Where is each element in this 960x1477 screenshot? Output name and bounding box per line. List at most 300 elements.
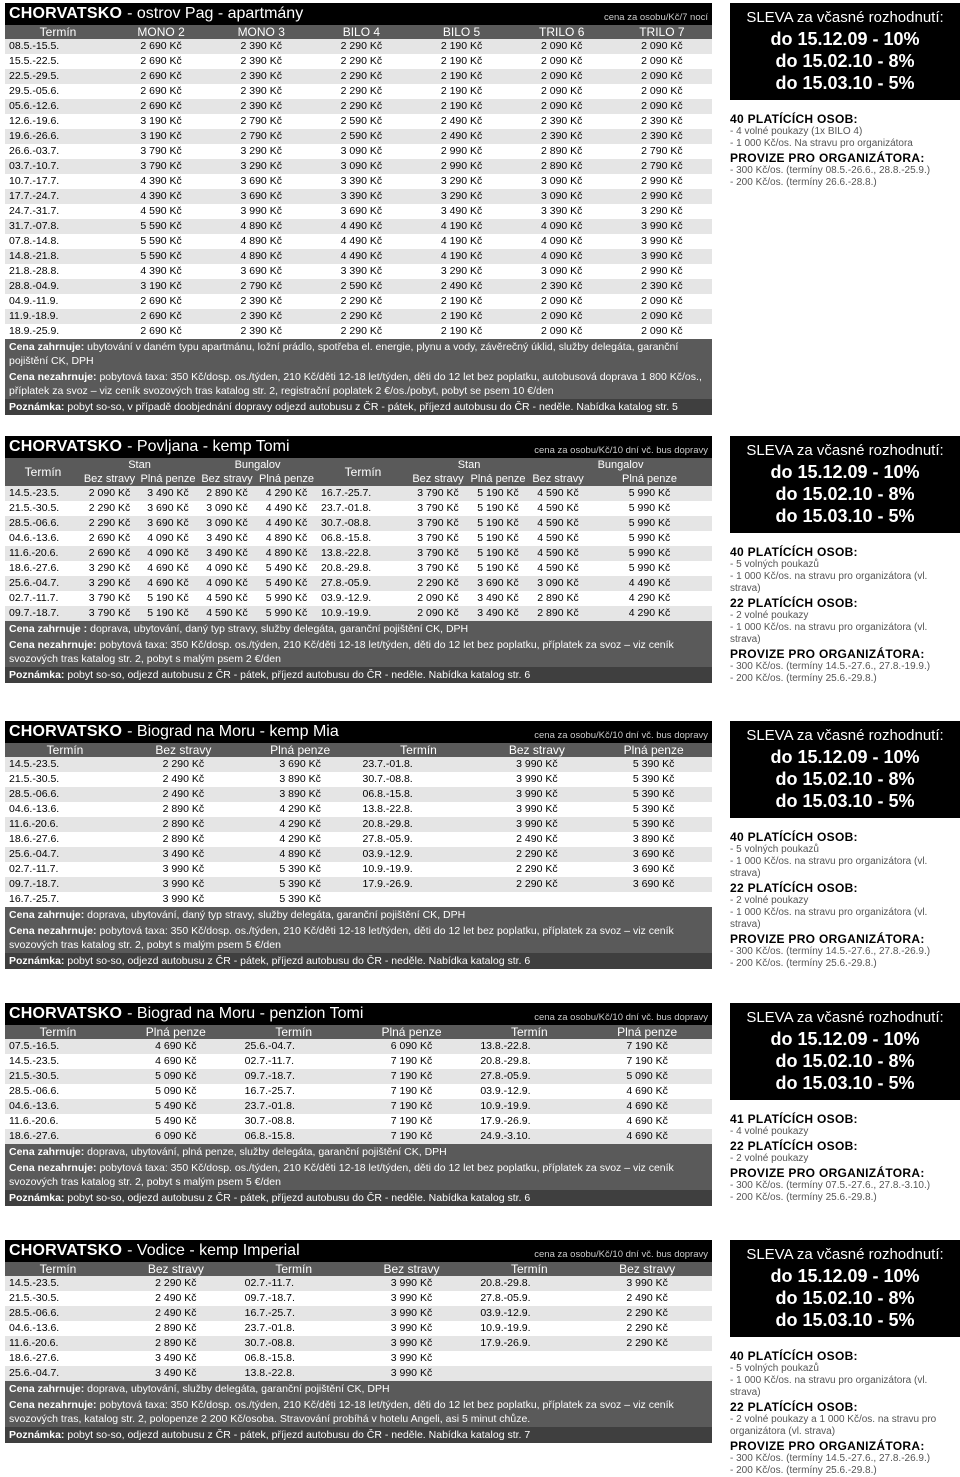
price-cell: 2 490 Kč [125, 787, 242, 802]
term-cell: 12.6.-19.6. [5, 114, 111, 129]
info-line [5, 637, 712, 667]
price-cell: 3 090 Kč [311, 144, 411, 159]
price-cell: 3 690 Kč [211, 174, 311, 189]
price-note: cena za osobu/Kč/10 dní vč. bus dopravy [534, 1249, 708, 1260]
price-cell: 4 490 Kč [587, 576, 712, 591]
term-cell: 24.9.-3.10. [476, 1129, 582, 1144]
discount-line: do 15.03.10 - 5% [775, 791, 915, 811]
discount-box [730, 3, 960, 100]
info-line [5, 1144, 712, 1160]
col-header: Plná penze [595, 743, 712, 757]
term-cell: 28.5.-06.6. [5, 787, 125, 802]
table-row [5, 174, 712, 189]
price-cell: 3 390 Kč [512, 204, 612, 219]
price-cell: 5 590 Kč [111, 219, 211, 234]
info-label: Cena zahrnuje: [9, 1146, 85, 1158]
section-subtitle: - Biograd na Moru - penzion Tomi [127, 1005, 364, 1022]
term-cell: 31.7.-07.8. [5, 219, 111, 234]
term-cell: 27.8.-05.9. [317, 576, 409, 591]
discount-line: do 15.03.10 - 5% [775, 506, 915, 526]
price-cell: 4 290 Kč [242, 832, 359, 847]
discount-box [730, 1003, 960, 1100]
price-cell [595, 892, 712, 907]
price-cell: 2 290 Kč [311, 54, 411, 69]
price-cell: 4 390 Kč [111, 174, 211, 189]
info-label: Cena nezahrnuje: [9, 371, 97, 383]
price-cell: 2 390 Kč [512, 114, 612, 129]
price-cell: 2 290 Kč [81, 516, 138, 531]
price-cell: 3 190 Kč [111, 279, 211, 294]
price-cell: 5 590 Kč [111, 234, 211, 249]
price-table [5, 1025, 712, 1144]
note-item: - 200 Kč/os. (termíny 25.6.-29.8.) [730, 1465, 877, 1476]
term-cell: 03.7.-10.7. [5, 159, 111, 174]
col-header: TRILO 7 [612, 25, 712, 39]
table-row [5, 1084, 712, 1099]
info-text: doprava, ubytování, daný typ stravy, služby delegáta, garanční pojištění CK, DPH [84, 909, 466, 921]
price-cell: 4 890 Kč [242, 847, 359, 862]
price-cell: 2 790 Kč [211, 114, 311, 129]
note-heading: PROVIZE PRO ORGANIZÁTORA: [730, 932, 925, 946]
price-cell: 3 090 Kč [198, 516, 256, 531]
price-cell: 2 790 Kč [612, 159, 712, 174]
term-cell: 10.9.-19.9. [476, 1099, 582, 1114]
section-title: CHORVATSKO [9, 723, 123, 740]
price-cell: 2 090 Kč [512, 324, 612, 339]
table-row [5, 591, 712, 606]
price-cell: 2 990 Kč [612, 189, 712, 204]
table-row [5, 1351, 712, 1366]
discount-heading: SLEVA za včasné rozhodnutí: [746, 442, 944, 459]
col-header: Termín [476, 1262, 582, 1276]
price-cell: 7 190 Kč [347, 1114, 477, 1129]
price-cell: 4 590 Kč [529, 546, 587, 561]
info-text: pobyt so-so, odjezd autobusu z ČR - pátek, příjezd autobusu do ČR - neděle. Nabídka katalog str. 6 [64, 955, 531, 967]
organizer-notes [730, 1349, 960, 1477]
price-cell: 4 490 Kč [311, 219, 411, 234]
note-heading: 40 PLATÍCÍCH OSOB: [730, 1349, 858, 1363]
term-cell: 09.7.-18.7. [5, 606, 81, 621]
col-header: Plná penze [138, 472, 198, 486]
price-cell: 3 990 Kč [479, 757, 596, 772]
table-row [5, 219, 712, 234]
price-cell: 5 090 Kč [111, 1084, 241, 1099]
price-cell: 2 090 Kč [612, 39, 712, 54]
table-row [5, 892, 712, 907]
price-cell: 4 890 Kč [211, 219, 311, 234]
price-cell: 3 690 Kč [138, 516, 198, 531]
price-cell [582, 1366, 712, 1381]
term-cell: 23.7.-01.8. [317, 501, 409, 516]
term-cell: 18.6.-27.6. [5, 1129, 111, 1144]
col-header: Termín [241, 1262, 347, 1276]
price-cell: 2 590 Kč [311, 279, 411, 294]
term-cell: 04.6.-13.6. [5, 1099, 111, 1114]
price-cell: 2 090 Kč [512, 54, 612, 69]
price-cell: 2 690 Kč [111, 39, 211, 54]
term-cell: 21.5.-30.5. [5, 501, 81, 516]
note-item: - 4 volné poukazy [730, 1126, 809, 1137]
info-line [5, 369, 712, 399]
table-row [5, 39, 712, 54]
price-cell: 3 790 Kč [409, 516, 467, 531]
price-cell: 3 290 Kč [81, 561, 138, 576]
info-label: Cena zahrnuje: [9, 909, 85, 921]
price-cell: 2 190 Kč [411, 294, 511, 309]
title-bar [5, 3, 712, 25]
price-cell: 4 690 Kč [582, 1114, 712, 1129]
term-cell [476, 1366, 582, 1381]
col-header: Termín [5, 25, 111, 39]
term-cell: 26.6.-03.7. [5, 144, 111, 159]
price-cell: 5 490 Kč [111, 1114, 241, 1129]
price-note: cena za osobu/Kč/7 nocí [603, 12, 708, 23]
term-cell: 30.7.-08.8. [241, 1114, 347, 1129]
price-cell: 4 590 Kč [529, 486, 587, 501]
price-cell: 3 990 Kč [211, 204, 311, 219]
term-cell: 13.8.-22.8. [359, 802, 479, 817]
info-label: Cena nezahrnuje: [9, 1162, 97, 1174]
table-row [5, 501, 712, 516]
table-row [5, 1099, 712, 1114]
price-cell: 3 490 Kč [198, 531, 256, 546]
price-cell: 3 990 Kč [479, 802, 596, 817]
term-cell: 02.7.-11.7. [5, 591, 81, 606]
section-biograd-mia [5, 721, 955, 973]
note-item: - 300 Kč/os. (termíny 08.5.-26.6., 28.8.-25.9.) [730, 165, 931, 176]
section-vodice [5, 1240, 955, 1476]
price-cell: 3 290 Kč [411, 174, 511, 189]
table-row [5, 546, 712, 561]
term-cell: 28.5.-06.6. [5, 516, 81, 531]
note-item: - 1 000 Kč/os. na stravu pro organizátora (vl. strava) [730, 1375, 928, 1398]
price-cell: 3 790 Kč [409, 531, 467, 546]
term-cell: 16.7.-25.7. [241, 1084, 347, 1099]
price-cell: 2 390 Kč [211, 39, 311, 54]
term-cell: 18.6.-27.6. [5, 832, 125, 847]
term-cell: 03.9.-12.9. [359, 847, 479, 862]
price-cell: 3 990 Kč [125, 862, 242, 877]
table-row [5, 847, 712, 862]
info-text: pobytová taxa: 350 Kč/dosp. os./týden, 210 Kč/děti 12-18 let/týden, děti do 12 let bez poplatku, příplatek za svoz – viz ceník svozových tras katalog str. 2, pobyt s malým psem 5 €/den [9, 1162, 674, 1188]
term-cell: 03.9.-12.9. [317, 591, 409, 606]
term-cell: 27.8.-05.9. [359, 832, 479, 847]
info-line [5, 667, 712, 683]
price-cell: 2 390 Kč [512, 129, 612, 144]
col-header: Bez stravy [347, 1262, 477, 1276]
info-line [5, 1381, 712, 1397]
price-cell: 7 190 Kč [347, 1099, 477, 1114]
note-heading: 22 PLATÍCÍCH OSOB: [730, 1400, 858, 1414]
table-row [5, 1306, 712, 1321]
price-cell: 2 290 Kč [111, 1276, 241, 1291]
price-cell: 4 690 Kč [582, 1129, 712, 1144]
col-header: Stan [81, 458, 198, 472]
info-text: doprava, ubytování, plná penze, služby delegáta, garanční pojištění CK, DPH [84, 1146, 447, 1158]
price-cell: 4 290 Kč [256, 486, 317, 501]
price-cell: 2 190 Kč [411, 99, 511, 114]
note-heading: 22 PLATÍCÍCH OSOB: [730, 596, 858, 610]
discount-line: do 15.02.10 - 8% [775, 1288, 915, 1308]
note-item: - 200 Kč/os. (termíny 25.6.-29.8.) [730, 1192, 877, 1203]
term-cell [476, 1351, 582, 1366]
term-cell: 11.6.-20.6. [5, 546, 81, 561]
term-cell: 16.7.-25.7. [241, 1306, 347, 1321]
price-cell: 5 390 Kč [595, 787, 712, 802]
price-cell: 3 990 Kč [347, 1276, 477, 1291]
note-item: - 300 Kč/os. (termíny 14.5.-27.6., 27.8.-26.9.) [730, 1453, 931, 1464]
price-cell: 4 090 Kč [198, 576, 256, 591]
price-cell: 2 390 Kč [211, 84, 311, 99]
term-cell: 28.5.-06.6. [5, 1084, 111, 1099]
price-cell: 2 090 Kč [612, 294, 712, 309]
table-row [5, 204, 712, 219]
price-cell: 7 190 Kč [347, 1054, 477, 1069]
table-row [5, 129, 712, 144]
price-cell: 2 690 Kč [81, 531, 138, 546]
price-cell: 4 590 Kč [198, 591, 256, 606]
price-cell: 2 790 Kč [211, 129, 311, 144]
section-subtitle: - Povljana - kemp Tomi [127, 438, 290, 455]
col-header: Termín [476, 1025, 582, 1039]
price-cell: 2 490 Kč [479, 832, 596, 847]
discount-line: do 15.03.10 - 5% [775, 1310, 915, 1330]
price-cell: 3 390 Kč [311, 264, 411, 279]
info-text: pobytová taxa: 350 Kč/dosp. os./týden, 210 Kč/děti 12-18 let/týden, děti do 12 let bez poplatku, příplatek za svoz – viz ceník svozových tras katalog str. 2, pobyt s malým psem 5 €/den [9, 925, 674, 951]
term-cell: 07.8.-14.8. [5, 234, 111, 249]
table-row [5, 606, 712, 621]
price-cell: 4 590 Kč [529, 516, 587, 531]
section-pag [5, 3, 955, 413]
price-cell: 4 190 Kč [411, 219, 511, 234]
table-row [5, 757, 712, 772]
price-cell: 2 090 Kč [612, 84, 712, 99]
table-row [5, 54, 712, 69]
info-label: Poznámka: [9, 955, 65, 967]
price-cell: 2 090 Kč [612, 69, 712, 84]
term-cell: 19.6.-26.6. [5, 129, 111, 144]
price-cell: 4 090 Kč [198, 561, 256, 576]
price-cell: 3 990 Kč [612, 219, 712, 234]
price-cell: 2 890 Kč [512, 144, 612, 159]
price-cell: 2 290 Kč [479, 862, 596, 877]
price-cell: 3 190 Kč [111, 129, 211, 144]
price-cell: 3 490 Kč [111, 1366, 241, 1381]
note-item: - 5 volných poukazů [730, 559, 819, 570]
price-cell: 2 490 Kč [411, 279, 511, 294]
price-cell: 2 990 Kč [612, 174, 712, 189]
term-cell: 13.8.-22.8. [241, 1366, 347, 1381]
price-cell: 3 990 Kč [125, 892, 242, 907]
price-cell: 5 990 Kč [256, 606, 317, 621]
term-cell: 10.9.-19.9. [359, 862, 479, 877]
table-row [5, 1129, 712, 1144]
col-header: Plná penze [347, 1025, 477, 1039]
note-item: - 200 Kč/os. (termíny 25.6.-29.8.) [730, 673, 877, 684]
info-label: Poznámka: [9, 1192, 65, 1204]
price-cell: 3 490 Kč [198, 546, 256, 561]
price-cell: 2 090 Kč [512, 69, 612, 84]
table-row [5, 531, 712, 546]
price-cell: 4 090 Kč [138, 531, 198, 546]
price-cell: 4 490 Kč [311, 249, 411, 264]
note-heading: PROVIZE PRO ORGANIZÁTORA: [730, 1166, 925, 1180]
price-cell: 5 390 Kč [242, 862, 359, 877]
discount-line: do 15.12.09 - 10% [770, 747, 920, 767]
note-heading: PROVIZE PRO ORGANIZÁTORA: [730, 647, 925, 661]
price-note: cena za osobu/Kč/10 dní vč. bus dopravy [534, 1012, 708, 1023]
price-cell: 4 890 Kč [256, 531, 317, 546]
term-cell: 27.8.-05.9. [476, 1291, 582, 1306]
info-label: Cena zahrnuje: [9, 341, 85, 353]
price-cell: 4 290 Kč [242, 817, 359, 832]
price-cell: 2 390 Kč [211, 54, 311, 69]
price-cell: 2 290 Kč [81, 501, 138, 516]
price-cell: 2 390 Kč [211, 99, 311, 114]
section-title: CHORVATSKO [9, 5, 123, 22]
price-cell: 3 390 Kč [311, 189, 411, 204]
price-cell: 2 090 Kč [512, 84, 612, 99]
price-cell: 3 990 Kč [125, 877, 242, 892]
discount-box [730, 436, 960, 533]
table-row [5, 114, 712, 129]
term-cell: 14.5.-23.5. [5, 486, 81, 501]
term-cell: 17.9.-26.9. [359, 877, 479, 892]
info-text: pobytová taxa: 350 Kč/dosp. os./týden, 210 Kč/děti 12-18 let/týden, děti do 12 let bez poplatku, příplatek za svoz – viz ceník svozových tras katalog str. 2, pobyt s malým psem 2 €/den [9, 639, 674, 665]
note-heading: 22 PLATÍCÍCH OSOB: [730, 1139, 858, 1153]
price-cell: 2 290 Kč [582, 1321, 712, 1336]
price-table [5, 743, 712, 907]
price-cell: 2 490 Kč [411, 129, 511, 144]
price-cell: 6 090 Kč [347, 1039, 477, 1054]
col-header: Termín [5, 458, 81, 486]
price-cell: 2 090 Kč [409, 591, 467, 606]
discount-box [730, 721, 960, 818]
term-cell: 06.8.-15.8. [241, 1129, 347, 1144]
term-cell: 13.8.-22.8. [317, 546, 409, 561]
price-cell: 3 890 Kč [595, 832, 712, 847]
term-cell: 30.7.-08.8. [317, 516, 409, 531]
table-row [5, 772, 712, 787]
price-cell: 2 590 Kč [311, 114, 411, 129]
term-cell: 06.8.-15.8. [317, 531, 409, 546]
table-row [5, 576, 712, 591]
note-item: - 1 000 Kč/os. na stravu pro organizátora (vl. strava) [730, 622, 928, 645]
term-cell: 08.5.-15.5. [5, 39, 111, 54]
col-header: Bez stravy [479, 743, 596, 757]
price-cell: 2 490 Kč [582, 1291, 712, 1306]
table-row [5, 862, 712, 877]
price-cell: 4 890 Kč [211, 249, 311, 264]
price-cell: 3 490 Kč [111, 1351, 241, 1366]
note-item: - 1 000 Kč/os. na stravu pro organizátora (vl. strava) [730, 907, 928, 930]
term-cell: 17.9.-26.9. [476, 1336, 582, 1351]
price-cell: 2 690 Kč [111, 54, 211, 69]
price-cell: 2 890 Kč [111, 1321, 241, 1336]
col-header: Termín [241, 1025, 347, 1039]
table-row [5, 1039, 712, 1054]
col-header: Bez stravy [529, 472, 587, 486]
price-cell: 2 490 Kč [111, 1291, 241, 1306]
price-cell: 3 290 Kč [81, 576, 138, 591]
note-item: - 300 Kč/os. (termíny 14.5.-27.6., 27.8.-26.9.) [730, 946, 931, 957]
price-cell: 5 390 Kč [242, 877, 359, 892]
price-cell: 4 690 Kč [111, 1054, 241, 1069]
note-item: - 1 000 Kč/os. Na stravu pro organizátora [730, 138, 913, 149]
price-cell: 7 190 Kč [347, 1129, 477, 1144]
price-cell: 2 290 Kč [125, 757, 242, 772]
price-cell: 5 390 Kč [595, 757, 712, 772]
price-cell: 2 290 Kč [311, 324, 411, 339]
term-cell: 11.6.-20.6. [5, 1114, 111, 1129]
price-cell: 3 690 Kč [595, 847, 712, 862]
info-line [5, 1190, 712, 1206]
organizer-notes [730, 112, 960, 189]
term-cell: 09.7.-18.7. [241, 1291, 347, 1306]
col-header: Termín [5, 1262, 111, 1276]
price-cell: 5 490 Kč [111, 1099, 241, 1114]
table-row [5, 264, 712, 279]
table-row [5, 294, 712, 309]
col-header: Plná penze [256, 472, 317, 486]
price-cell: 3 290 Kč [411, 264, 511, 279]
table-row [5, 787, 712, 802]
info-text: pobytová taxa: 350 Kč/dosp. os./týden, 210 Kč/děti 12-18 let/týden, děti do 12 let bez poplatku, autobusová doprava 1 800 Kč/os., příplatek za svoz – viz ceník svozových tras katalog str. 2, registrační poplatek 2 €/os./pobyt, pobyt se psem 10 €/den [9, 371, 702, 397]
price-cell: 2 090 Kč [512, 309, 612, 324]
price-cell: 2 790 Kč [612, 144, 712, 159]
note-heading: 40 PLATÍCÍCH OSOB: [730, 830, 858, 844]
term-cell: 18.9.-25.9. [5, 324, 111, 339]
price-cell: 4 090 Kč [512, 249, 612, 264]
price-cell: 4 690 Kč [138, 561, 198, 576]
price-cell: 2 790 Kč [211, 279, 311, 294]
price-cell: 3 790 Kč [409, 561, 467, 576]
discount-heading: SLEVA za včasné rozhodnutí: [746, 727, 944, 744]
info-text: doprava, ubytování, služby delegáta, garanční pojištění CK, DPH [84, 1383, 390, 1395]
note-item: - 200 Kč/os. (termíny 25.6.-29.8.) [730, 958, 877, 969]
price-cell: 3 690 Kč [311, 204, 411, 219]
price-cell: 2 290 Kč [311, 99, 411, 114]
price-cell: 3 090 Kč [512, 264, 612, 279]
title-bar [5, 1240, 712, 1262]
price-cell: 2 590 Kč [311, 129, 411, 144]
table-row [5, 234, 712, 249]
term-cell: 16.7.-25.7. [317, 486, 409, 501]
info-line [5, 923, 712, 953]
price-cell: 5 490 Kč [256, 561, 317, 576]
price-cell: 5 190 Kč [138, 591, 198, 606]
info-text: pobyt so-so, v případě doobjednání dopravy odjezd autobusu z ČR - pátek, příjezd autobusu do ČR - neděle. Nabídka katalog str. 5 [64, 401, 678, 413]
price-cell: 2 290 Kč [479, 847, 596, 862]
table-row [5, 1291, 712, 1306]
price-cell: 2 190 Kč [411, 69, 511, 84]
price-cell: 5 190 Kč [467, 531, 529, 546]
col-header: Bez stravy [125, 743, 242, 757]
term-cell: 24.7.-31.7. [5, 204, 111, 219]
price-cell: 2 890 Kč [125, 832, 242, 847]
info-label: Poznámka: [9, 401, 65, 413]
term-cell: 20.8.-29.8. [359, 817, 479, 832]
info-line [5, 1427, 712, 1443]
table-row [5, 817, 712, 832]
term-cell: 21.5.-30.5. [5, 1069, 111, 1084]
price-cell: 3 790 Kč [81, 591, 138, 606]
col-header: Termín [5, 1025, 111, 1039]
price-cell: 2 490 Kč [125, 772, 242, 787]
price-cell: 3 990 Kč [347, 1291, 477, 1306]
price-cell: 2 690 Kč [81, 546, 138, 561]
term-cell: 11.6.-20.6. [5, 1336, 111, 1351]
